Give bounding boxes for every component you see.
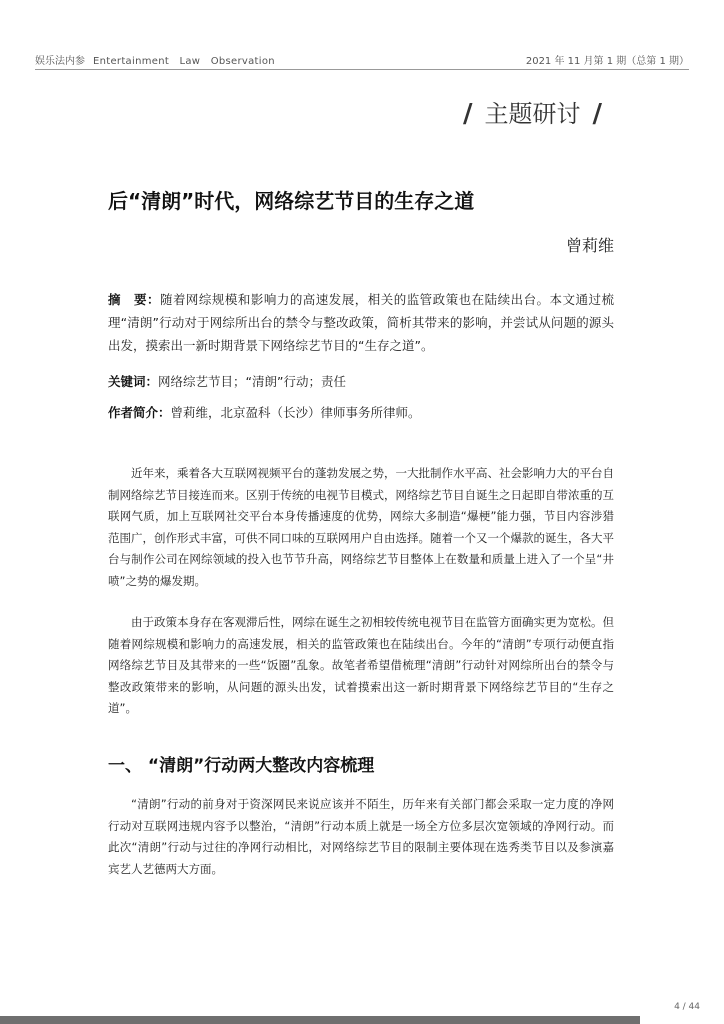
- footer-bar: [0, 1016, 640, 1024]
- keywords-text: 网络综艺节目；“清朗”行动；责任: [158, 374, 346, 389]
- author-bio-text: 曾莉维，北京盈科（长沙）律师事务所律师。: [170, 405, 421, 420]
- journal-name-cn: 娱乐法内参: [35, 56, 85, 67]
- keywords-label: 关键词：: [108, 374, 159, 389]
- slash-glyph: /: [592, 99, 602, 129]
- article-author: 曾莉维: [565, 236, 614, 255]
- abstract-label: 摘 要：: [108, 292, 160, 307]
- issue-info: 2021 年 11 月第 1 期（总第 1 期）: [525, 56, 689, 67]
- abstract: [108, 288, 614, 357]
- author-bio: [108, 401, 614, 424]
- author-bio-label: 作者简介：: [108, 405, 171, 420]
- article-title: 后“清朗”时代，网络综艺节目的生存之道: [108, 189, 475, 213]
- header-divider: [35, 69, 689, 70]
- section-tag-label: 主题研讨: [484, 100, 581, 128]
- section-paragraph: “清朗”行动的前身对于资深网民来说应该并不陌生，历年来有关部门都会采取一定力度的净网行动对互联网违规内容予以整治，“清朗”行动本质上就是一场全方位多层次宽领域的净网行动。而此次“清朗”行动与过往的净网行动相比，对网络综艺节目的限制主要体现在选秀类节目以及参演嘉宾艺人艺德两大方面。: [108, 797, 614, 876]
- journal-name: [35, 52, 275, 67]
- abstract-text: 随着网综规模和影响力的高速发展，相关的监管政策也在陆续出台。本文通过梳理“清朗”行动对于网综所出台的禁令与整改政策，简析其带来的影响，并尝试从问题的源头出发，摸索出一新时期背景下网络综艺节目的“生存之道”。: [108, 292, 614, 353]
- section-tag: [451, 94, 614, 129]
- running-header: [35, 52, 689, 70]
- body-paragraph: 由于政策本身存在客观滞后性，网综在诞生之初相较传统电视节目在监管方面确实更为宽松。但随着网综规模和影响力的高速发展，相关的监管政策也在陆续出台。今年的“清朗”专项行动便直指网络综艺节目及其带来的一些“饭圈”乱象。故笔者希望借梳理“清朗”行动针对网综所出台的禁令与整改政策带来的影响，从问题的源头出发，试着摸索出这一新时期背景下网络综艺节目的“生存之道”。: [108, 615, 614, 716]
- section-heading: 一、 “清朗”行动两大整改内容梳理: [108, 756, 375, 776]
- page-number: 4 / 44: [674, 1002, 700, 1012]
- slash-glyph: /: [463, 99, 473, 129]
- journal-name-en: Entertainment Law Observation: [93, 56, 275, 67]
- keywords: [108, 370, 614, 393]
- body-paragraph: 近年来，乘着各大互联网视频平台的蓬勃发展之势，一大批制作水平高、社会影响力大的平台自制网络综艺节目接连而来。区别于传统的电视节目模式，网络综艺节目自诞生之日起即自带浓重的互联网气质，加上互联网社交平台本身传播速度的优势，网综大多制造“爆梗”能力强，节目内容涉猎范围广，创作形式丰富，可供不同口味的互联网用户自由选择。随着一个又一个爆款的诞生，各大平台与制作公司在网综领域的投入也节节升高，网络综艺节目整体上在数量和质量上进入了一个呈“井喷”之势的爆发期。: [108, 466, 614, 588]
